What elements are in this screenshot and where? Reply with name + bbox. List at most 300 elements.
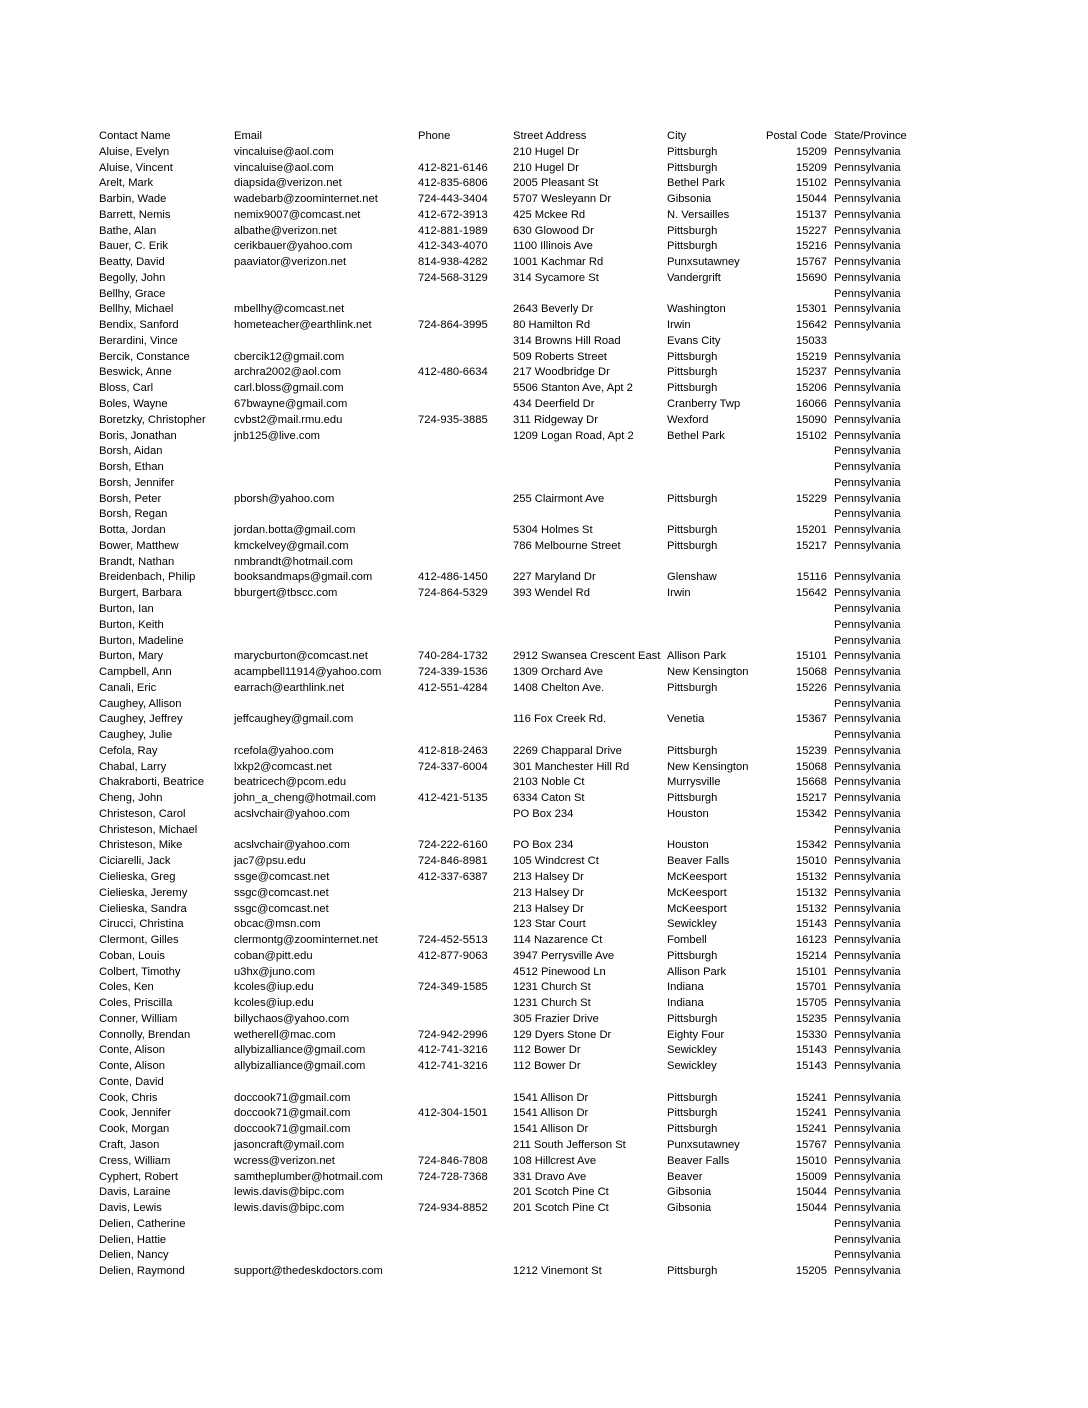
- contact-name-cell: Arelt, Mark: [99, 177, 154, 190]
- street-address-cell: 311 Ridgeway Dr: [513, 413, 598, 426]
- street-address-cell: 4512 Pinewood Ln: [513, 965, 606, 978]
- city-cell: Bethel Park: [667, 429, 725, 442]
- table-row: [99, 1233, 919, 1249]
- table-row: [99, 1043, 919, 1059]
- street-address-cell: 2643 Beverly Dr: [513, 303, 594, 316]
- table-row: [99, 208, 919, 224]
- table-row: [99, 302, 919, 318]
- postal-code-cell: 15101: [795, 965, 827, 978]
- contact-name-cell: Conte, Alison: [99, 1060, 165, 1073]
- street-address-cell: 1231 Church St: [513, 981, 591, 994]
- postal-code-cell: 15209: [795, 161, 827, 174]
- city-cell: Pittsburgh: [667, 492, 718, 505]
- contact-rows: [99, 145, 919, 1280]
- email-cell: ssgc@comcast.net: [234, 902, 329, 915]
- state-province-cell: Pennsylvania: [834, 839, 901, 852]
- table-row: [99, 712, 919, 728]
- postal-code-cell: 15229: [795, 492, 827, 505]
- city-cell: Pittsburgh: [667, 366, 718, 379]
- postal-code-cell: 15301: [795, 303, 827, 316]
- contact-name-cell: Delien, Raymond: [99, 1265, 185, 1278]
- state-province-cell: Pennsylvania: [834, 161, 901, 174]
- street-address-cell: 112 Bower Dr: [513, 1044, 581, 1057]
- state-province-cell: Pennsylvania: [834, 1091, 901, 1104]
- state-province-cell: Pennsylvania: [834, 792, 901, 805]
- email-cell: diapsida@verizon.net: [234, 177, 342, 190]
- contact-name-cell: Coban, Louis: [99, 949, 165, 962]
- table-row: [99, 492, 919, 508]
- postal-code-cell: 15342: [795, 807, 827, 820]
- table-row: [99, 760, 919, 776]
- state-province-cell: Pennsylvania: [834, 240, 901, 253]
- street-address-cell: 105 Windcrest Ct: [513, 855, 599, 868]
- contact-name-cell: Cook, Jennifer: [99, 1107, 172, 1120]
- contact-name-cell: Cyphert, Robert: [99, 1170, 178, 1183]
- table-row: [99, 192, 919, 208]
- street-address-cell: 227 Maryland Dr: [513, 571, 596, 584]
- state-province-cell: Pennsylvania: [834, 193, 901, 206]
- postal-code-cell: 15090: [795, 413, 827, 426]
- phone-cell: 724-846-7808: [418, 1154, 488, 1167]
- table-row: [99, 1138, 919, 1154]
- contact-name-cell: Clermont, Gilles: [99, 934, 179, 947]
- postal-code-cell: 15237: [795, 366, 827, 379]
- postal-code-cell: 15102: [795, 429, 827, 442]
- phone-cell: 412-421-5135: [418, 792, 488, 805]
- city-cell: Sewickley: [667, 1060, 717, 1073]
- street-address-cell: 2103 Noble Ct: [513, 776, 585, 789]
- city-cell: Evans City: [667, 334, 721, 347]
- state-province-cell: Pennsylvania: [834, 587, 901, 600]
- street-address-cell: 2005 Pleasant St: [513, 177, 599, 190]
- state-province-cell: Pennsylvania: [834, 398, 901, 411]
- contact-name-cell: Burton, Keith: [99, 618, 164, 631]
- contact-name-cell: Botta, Jordan: [99, 524, 166, 537]
- postal-code-cell: 15201: [795, 524, 827, 537]
- city-cell: Pittsburgh: [667, 1012, 718, 1025]
- contact-name-cell: Cielieska, Jeremy: [99, 886, 188, 899]
- contact-name-cell: Boles, Wayne: [99, 398, 168, 411]
- contact-name-cell: Borsh, Aidan: [99, 445, 163, 458]
- state-province-cell: Pennsylvania: [834, 1170, 901, 1183]
- email-cell: billychaos@yahoo.com: [234, 1012, 350, 1025]
- street-address-cell: 1001 Kachmar Rd: [513, 256, 604, 269]
- table-row: [99, 870, 919, 886]
- street-address-cell: 5506 Stanton Ave, Apt 2: [513, 382, 633, 395]
- table-row: [99, 1201, 919, 1217]
- contact-name-cell: Borsh, Peter: [99, 492, 162, 505]
- email-cell: jordan.botta@gmail.com: [234, 524, 356, 537]
- city-cell: Gibsonia: [667, 1186, 712, 1199]
- state-province-cell: Pennsylvania: [834, 823, 901, 836]
- table-row: [99, 1091, 919, 1107]
- table-row: [99, 555, 919, 571]
- state-province-cell: Pennsylvania: [834, 1233, 901, 1246]
- phone-cell: 724-942-2996: [418, 1028, 488, 1041]
- email-cell: obcac@msn.com: [234, 918, 321, 931]
- street-address-cell: 1209 Logan Road, Apt 2: [513, 429, 634, 442]
- header-state-province: State/Province: [834, 130, 907, 142]
- table-row: [99, 176, 919, 192]
- table-row: [99, 1059, 919, 1075]
- table-row: [99, 697, 919, 713]
- phone-cell: 412-881-1989: [418, 224, 488, 237]
- contact-name-cell: Christeson, Carol: [99, 807, 186, 820]
- street-address-cell: 210 Hugel Dr: [513, 161, 579, 174]
- header-email: Email: [234, 130, 262, 142]
- state-province-cell: Pennsylvania: [834, 476, 901, 489]
- state-province-cell: Pennsylvania: [834, 1249, 901, 1262]
- phone-cell: 412-304-1501: [418, 1107, 488, 1120]
- postal-code-cell: 16123: [795, 934, 827, 947]
- contact-name-cell: Connolly, Brendan: [99, 1028, 191, 1041]
- phone-cell: 412-741-3216: [418, 1044, 488, 1057]
- city-cell: McKeesport: [667, 870, 727, 883]
- postal-code-cell: 15668: [795, 776, 827, 789]
- phone-cell: 724-443-3404: [418, 193, 488, 206]
- city-cell: Indiana: [667, 997, 704, 1010]
- table-row: [99, 917, 919, 933]
- table-row: [99, 775, 919, 791]
- postal-code-cell: 15642: [795, 587, 827, 600]
- table-row: [99, 365, 919, 381]
- phone-cell: 724-728-7368: [418, 1170, 488, 1183]
- state-province-cell: Pennsylvania: [834, 934, 901, 947]
- email-cell: beatricech@pcom.edu: [234, 776, 347, 789]
- table-row: [99, 823, 919, 839]
- city-cell: Beaver Falls: [667, 1154, 730, 1167]
- street-address-cell: 1541 Allison Dr: [513, 1123, 589, 1136]
- state-province-cell: Pennsylvania: [834, 224, 901, 237]
- contact-name-cell: Bendix, Sanford: [99, 319, 179, 332]
- street-address-cell: 213 Halsey Dr: [513, 902, 584, 915]
- contact-name-cell: Burgert, Barbara: [99, 587, 182, 600]
- table-row: [99, 902, 919, 918]
- contact-name-cell: Bercik, Constance: [99, 350, 190, 363]
- postal-code-cell: 15068: [795, 760, 827, 773]
- email-cell: acslvchair@yahoo.com: [234, 807, 350, 820]
- contact-name-cell: Bauer, C. Erik: [99, 240, 169, 253]
- email-cell: cbercik12@gmail.com: [234, 350, 345, 363]
- city-cell: Beaver: [667, 1170, 703, 1183]
- email-cell: lewis.davis@bipc.com: [234, 1202, 345, 1215]
- city-cell: Glenshaw: [667, 571, 717, 584]
- state-province-cell: Pennsylvania: [834, 177, 901, 190]
- city-cell: Pittsburgh: [667, 524, 718, 537]
- postal-code-cell: 15241: [795, 1107, 827, 1120]
- street-address-cell: PO Box 234: [513, 839, 574, 852]
- contact-name-cell: Christeson, Michael: [99, 823, 198, 836]
- contact-name-cell: Delien, Nancy: [99, 1249, 169, 1262]
- email-cell: ssge@comcast.net: [234, 870, 330, 883]
- postal-code-cell: 15143: [795, 1060, 827, 1073]
- table-row: [99, 507, 919, 523]
- table-row: [99, 476, 919, 492]
- state-province-cell: Pennsylvania: [834, 1217, 901, 1230]
- street-address-cell: 786 Melbourne Street: [513, 539, 621, 552]
- postal-code-cell: 15214: [795, 949, 827, 962]
- state-province-cell: Pennsylvania: [834, 492, 901, 505]
- postal-code-cell: 15767: [795, 256, 827, 269]
- state-province-cell: Pennsylvania: [834, 145, 901, 158]
- phone-cell: 724-337-6004: [418, 760, 488, 773]
- city-cell: Sewickley: [667, 1044, 717, 1057]
- table-row: [99, 161, 919, 177]
- table-row: [99, 429, 919, 445]
- table-row: [99, 965, 919, 981]
- table-row: [99, 318, 919, 334]
- contact-name-cell: Delien, Hattie: [99, 1233, 167, 1246]
- header-postal-code: Postal Code: [766, 130, 827, 142]
- table-row: [99, 1248, 919, 1264]
- state-province-cell: Pennsylvania: [834, 271, 901, 284]
- table-row: [99, 949, 919, 965]
- postal-code-cell: 15206: [795, 382, 827, 395]
- state-province-cell: Pennsylvania: [834, 413, 901, 426]
- street-address-cell: 80 Hamilton Rd: [513, 319, 591, 332]
- email-cell: vincaluise@aol.com: [234, 161, 334, 174]
- email-cell: kmckelvey@gmail.com: [234, 539, 349, 552]
- phone-cell: 724-934-8852: [418, 1202, 488, 1215]
- table-row: [99, 665, 919, 681]
- city-cell: Punxsutawney: [667, 256, 740, 269]
- city-cell: Sewickley: [667, 918, 717, 931]
- table-row: [99, 1122, 919, 1138]
- street-address-cell: 425 Mckee Rd: [513, 208, 586, 221]
- postal-code-cell: 15044: [795, 1202, 827, 1215]
- table-row: [99, 933, 919, 949]
- contact-name-cell: Canali, Eric: [99, 681, 157, 694]
- phone-cell: 412-821-6146: [418, 161, 488, 174]
- street-address-cell: 1541 Allison Dr: [513, 1107, 589, 1120]
- table-row: [99, 397, 919, 413]
- state-province-cell: Pennsylvania: [834, 539, 901, 552]
- table-row: [99, 681, 919, 697]
- email-cell: bburgert@tbscc.com: [234, 587, 338, 600]
- contact-name-cell: Caughey, Julie: [99, 729, 173, 742]
- phone-cell: 412-835-6806: [418, 177, 488, 190]
- state-province-cell: Pennsylvania: [834, 886, 901, 899]
- street-address-cell: 213 Halsey Dr: [513, 886, 584, 899]
- phone-cell: 412-480-6634: [418, 366, 488, 379]
- street-address-cell: 129 Dyers Stone Dr: [513, 1028, 612, 1041]
- state-province-cell: Pennsylvania: [834, 760, 901, 773]
- contact-list-sheet: [99, 129, 919, 1280]
- email-cell: kcoles@iup.edu: [234, 981, 314, 994]
- contact-name-cell: Christeson, Mike: [99, 839, 183, 852]
- email-cell: mbellhy@comcast.net: [234, 303, 345, 316]
- street-address-cell: 1100 Illinois Ave: [513, 240, 593, 253]
- email-cell: marycburton@comcast.net: [234, 650, 368, 663]
- street-address-cell: 1212 Vinemont St: [513, 1265, 602, 1278]
- table-row: [99, 1075, 919, 1091]
- postal-code-cell: 15010: [795, 1154, 827, 1167]
- street-address-cell: 112 Bower Dr: [513, 1060, 581, 1073]
- email-cell: wcress@verizon.net: [234, 1154, 335, 1167]
- contact-name-cell: Caughey, Allison: [99, 697, 182, 710]
- city-cell: Gibsonia: [667, 1202, 712, 1215]
- contact-name-cell: Cirucci, Christina: [99, 918, 184, 931]
- state-province-cell: Pennsylvania: [834, 208, 901, 221]
- phone-cell: 412-877-9063: [418, 949, 488, 962]
- table-row: [99, 980, 919, 996]
- table-row: [99, 1185, 919, 1201]
- postal-code-cell: 15367: [795, 713, 827, 726]
- email-cell: doccook71@gmail.com: [234, 1091, 351, 1104]
- contact-name-cell: Colbert, Timothy: [99, 965, 181, 978]
- table-row: [99, 791, 919, 807]
- street-address-cell: 5304 Holmes St: [513, 524, 593, 537]
- email-cell: jnb125@live.com: [234, 429, 320, 442]
- city-cell: Pittsburgh: [667, 792, 718, 805]
- table-row: [99, 570, 919, 586]
- state-province-cell: Pennsylvania: [834, 997, 901, 1010]
- contact-name-cell: Caughey, Jeffrey: [99, 713, 183, 726]
- street-address-cell: 6334 Caton St: [513, 792, 585, 805]
- city-cell: Pittsburgh: [667, 1107, 718, 1120]
- contact-name-cell: Cefola, Ray: [99, 744, 158, 757]
- postal-code-cell: 15068: [795, 666, 827, 679]
- table-row: [99, 838, 919, 854]
- table-row: [99, 271, 919, 287]
- street-address-cell: 1231 Church St: [513, 997, 591, 1010]
- contact-name-cell: Borsh, Ethan: [99, 461, 164, 474]
- postal-code-cell: 15239: [795, 744, 827, 757]
- email-cell: 67bwayne@gmail.com: [234, 398, 348, 411]
- contact-name-cell: Begolly, John: [99, 271, 166, 284]
- street-address-cell: 630 Glowood Dr: [513, 224, 594, 237]
- contact-name-cell: Bathe, Alan: [99, 224, 157, 237]
- table-row: [99, 886, 919, 902]
- state-province-cell: Pennsylvania: [834, 350, 901, 363]
- email-cell: pborsh@yahoo.com: [234, 492, 335, 505]
- contact-name-cell: Burton, Madeline: [99, 634, 184, 647]
- city-cell: Wexford: [667, 413, 709, 426]
- state-province-cell: Pennsylvania: [834, 256, 901, 269]
- city-cell: Murrysville: [667, 776, 721, 789]
- street-address-cell: 1541 Allison Dr: [513, 1091, 589, 1104]
- state-province-cell: Pennsylvania: [834, 902, 901, 915]
- city-cell: Pittsburgh: [667, 145, 718, 158]
- street-address-cell: 217 Woodbridge Dr: [513, 366, 610, 379]
- table-row: [99, 1264, 919, 1280]
- email-cell: allybizalliance@gmail.com: [234, 1060, 366, 1073]
- street-address-cell: 108 Hillcrest Ave: [513, 1154, 597, 1167]
- email-cell: hometeacher@earthlink.net: [234, 319, 372, 332]
- state-province-cell: Pennsylvania: [834, 965, 901, 978]
- table-row: [99, 334, 919, 350]
- postal-code-cell: 15137: [795, 208, 827, 221]
- table-row: [99, 602, 919, 618]
- phone-cell: 724-222-6160: [418, 839, 488, 852]
- street-address-cell: 305 Frazier Drive: [513, 1012, 599, 1025]
- email-cell: archra2002@aol.com: [234, 366, 342, 379]
- postal-code-cell: 15701: [795, 981, 827, 994]
- email-cell: ssgc@comcast.net: [234, 886, 329, 899]
- city-cell: Eighty Four: [667, 1028, 725, 1041]
- contact-name-cell: Aluise, Evelyn: [99, 145, 170, 158]
- email-cell: acampbell11914@yahoo.com: [234, 666, 382, 679]
- postal-code-cell: 15009: [795, 1170, 827, 1183]
- phone-cell: 740-284-1732: [418, 650, 488, 663]
- state-province-cell: Pennsylvania: [834, 429, 901, 442]
- table-row: [99, 255, 919, 271]
- contact-name-cell: Borsh, Regan: [99, 508, 168, 521]
- city-cell: Houston: [667, 807, 709, 820]
- state-province-cell: Pennsylvania: [834, 744, 901, 757]
- table-row: [99, 413, 919, 429]
- city-cell: Vandergrift: [667, 271, 721, 284]
- contact-name-cell: Cook, Chris: [99, 1091, 158, 1104]
- city-cell: Pittsburgh: [667, 224, 718, 237]
- street-address-cell: 314 Sycamore St: [513, 271, 599, 284]
- email-cell: doccook71@gmail.com: [234, 1107, 351, 1120]
- city-cell: Allison Park: [667, 650, 727, 663]
- header-street-address: Street Address: [513, 130, 587, 142]
- contact-name-cell: Bloss, Carl: [99, 382, 154, 395]
- postal-code-cell: 15102: [795, 177, 827, 190]
- email-cell: albathe@verizon.net: [234, 224, 337, 237]
- email-cell: lewis.davis@bipc.com: [234, 1186, 345, 1199]
- postal-code-cell: 15010: [795, 855, 827, 868]
- email-cell: lxkp2@comcast.net: [234, 760, 332, 773]
- phone-cell: 412-672-3913: [418, 208, 488, 221]
- street-address-cell: 201 Scotch Pine Ct: [513, 1186, 609, 1199]
- street-address-cell: 301 Manchester Hill Rd: [513, 760, 630, 773]
- postal-code-cell: 15767: [795, 1139, 827, 1151]
- table-row: [99, 618, 919, 634]
- state-province-cell: Pennsylvania: [834, 918, 901, 931]
- contact-name-cell: Brandt, Nathan: [99, 555, 175, 568]
- street-address-cell: 314 Browns Hill Road: [513, 334, 621, 347]
- table-row: [99, 1012, 919, 1028]
- email-cell: paaviator@verizon.net: [234, 256, 347, 269]
- state-province-cell: Pennsylvania: [834, 319, 901, 332]
- postal-code-cell: 15241: [795, 1123, 827, 1136]
- street-address-cell: 201 Scotch Pine Ct: [513, 1202, 609, 1215]
- email-cell: john_a_cheng@hotmail.com: [234, 792, 376, 805]
- state-province-cell: Pennsylvania: [834, 1202, 901, 1215]
- contact-name-cell: Cook, Morgan: [99, 1123, 170, 1136]
- state-province-cell: Pennsylvania: [834, 366, 901, 379]
- table-row: [99, 145, 919, 161]
- table-row: [99, 523, 919, 539]
- contact-name-cell: Conte, David: [99, 1075, 164, 1088]
- street-address-cell: 1408 Chelton Ave.: [513, 681, 605, 694]
- state-province-cell: Pennsylvania: [834, 1139, 901, 1151]
- phone-cell: 724-864-5329: [418, 587, 488, 600]
- city-cell: Pittsburgh: [667, 350, 718, 363]
- postal-code-cell: 15132: [795, 870, 827, 883]
- city-cell: Gibsonia: [667, 193, 712, 206]
- header-city: City: [667, 130, 687, 142]
- state-province-cell: Pennsylvania: [834, 729, 901, 742]
- contact-name-cell: Burton, Mary: [99, 650, 164, 663]
- phone-cell: 724-568-3129: [418, 271, 488, 284]
- postal-code-cell: 15033: [795, 334, 827, 347]
- postal-code-cell: 15219: [795, 350, 827, 363]
- city-cell: Beaver Falls: [667, 855, 730, 868]
- state-province-cell: Pennsylvania: [834, 382, 901, 395]
- contact-name-cell: Barbin, Wade: [99, 193, 167, 206]
- street-address-cell: 255 Clairmont Ave: [513, 492, 605, 505]
- table-row: [99, 381, 919, 397]
- state-province-cell: Pennsylvania: [834, 287, 901, 300]
- email-cell: allybizalliance@gmail.com: [234, 1044, 366, 1057]
- email-cell: jeffcaughey@gmail.com: [234, 713, 354, 726]
- phone-cell: 412-818-2463: [418, 744, 488, 757]
- state-province-cell: Pennsylvania: [834, 1012, 901, 1025]
